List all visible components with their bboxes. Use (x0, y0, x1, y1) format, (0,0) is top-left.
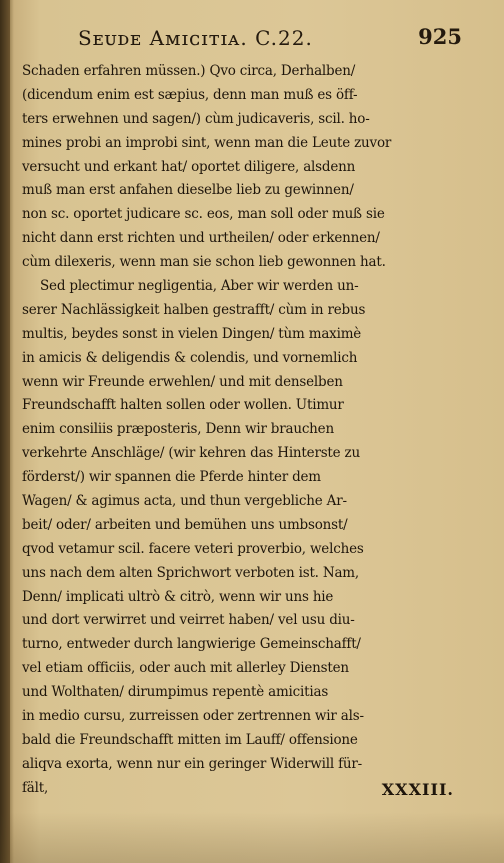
text-line: wenn wir Freunde erwehlen/ und mit denselben (22, 373, 343, 390)
page-number: 925 (418, 24, 462, 49)
body-text (22, 60, 454, 801)
text-line: Denn/ implicati ultrò & citrò, wenn wir uns hie (22, 588, 334, 605)
text-line: turno, entweder durch langwierige Gemeinschafft/ (22, 636, 361, 653)
text-line: Wagen/ & agimus acta, und thun vergebliche Ar- (22, 493, 347, 510)
text-line: in amicis & deligendis & colendis, und vornemlich (22, 349, 358, 366)
text-line: aliqva exorta, wenn nur ein geringer Widerwill für- (22, 755, 363, 772)
text-line: verkehrte Anschläge/ (wir kehren das Hinterste zu (22, 445, 360, 462)
text-line: non sc. oportet judicare sc. eos, man soll oder muß sie (22, 206, 385, 223)
text-line: fält, (22, 779, 49, 796)
text-line: in medio cursu, zurreissen oder zertrennen wir als- (22, 708, 364, 725)
bottom-margin (0, 812, 504, 863)
text-line: Sed plectimur negligentia, Aber wir werden un- (40, 278, 359, 295)
text-line: förderst/) wir spannen die Pferde hinter dem (22, 469, 321, 486)
book-spine (0, 0, 10, 863)
text-line: serer Nachlässigkeit halben gestrafft/ cùm in rebus (22, 301, 366, 318)
text-line: qvod vetamur scil. facere veteri proverbio, welches (22, 540, 364, 557)
text-line: enim consiliis præposteris, Denn wir brauchen (22, 421, 334, 438)
text-line: nicht dann erst richten und urtheilen/ oder erkennen/ (22, 230, 380, 247)
running-head: Sᴇᴜᴅᴇ Aᴍɪᴄɪᴛɪᴀ. C.22. (78, 26, 313, 50)
text-line: uns nach dem alten Sprichwort verboten ist. Nam, (22, 564, 360, 581)
text-line: Schaden erfahren müssen.) Qvo circa, Derhalben/ (22, 63, 356, 79)
text-line: Freundschafft halten sollen oder wollen. Utimur (22, 397, 344, 414)
text-line: (dicendum enim est sæpius, denn man muß es öff- (22, 86, 358, 103)
text-line: cùm dilexeris, wenn man sie schon lieb gewonnen hat. (22, 254, 386, 271)
text-line: bald die Freundschafft mitten im Lauff/ offensione (22, 731, 358, 748)
text-line: versucht und erkant hat/ oportet diligere, alsdenn (22, 158, 356, 175)
text-line: multis, beydes sonst in vielen Dingen/ tùm maximè (22, 325, 362, 342)
text-line: und dort verwirret und veirret haben/ vel usu diu- (22, 612, 355, 629)
text-line: und Wolthaten/ dirumpimus repentè amicitias (22, 684, 329, 701)
text-line: muß man erst anfahen dieselbe lieb zu gewinnen/ (22, 182, 354, 199)
catchword: XXXIII. (381, 780, 454, 799)
text-line: vel etiam officiis, oder auch mit allerley Diensten (22, 660, 349, 677)
text-line: mines probi an improbi sint, wenn man die Leute zuvor (22, 134, 392, 151)
text-line: ters erwehnen und sagen/) cùm judicaveris, scil. ho- (22, 110, 370, 127)
text-line: beit/ oder/ arbeiten und bemühen uns umbsonst/ (22, 516, 348, 533)
